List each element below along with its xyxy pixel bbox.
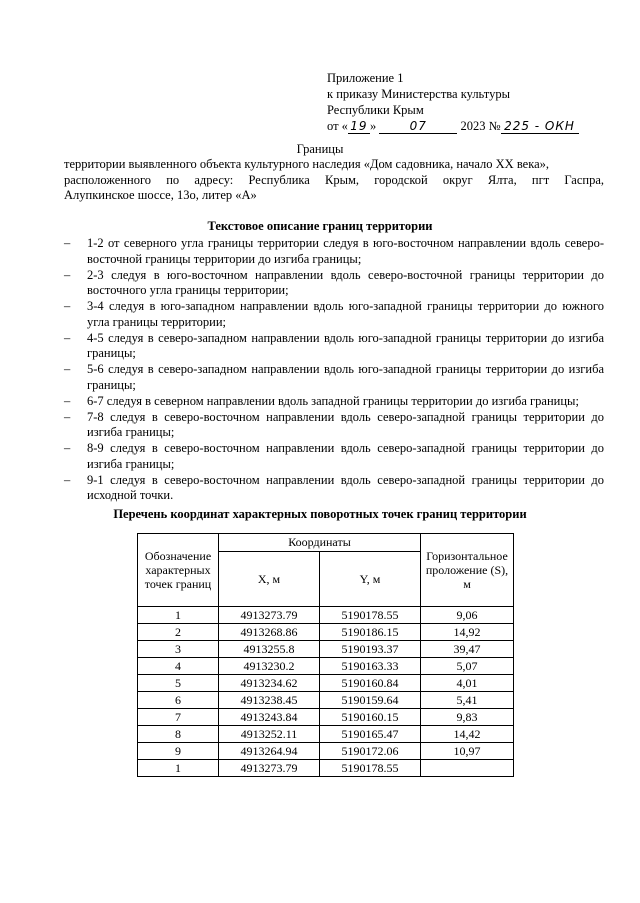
bullet-dash: – (64, 236, 71, 250)
list-item: – 3-4 следуя в юго-западном направлении вдоль юго-западной границы территории до южного угла границы территории; (64, 299, 604, 329)
header-point: Обозначение характерных точек границ (138, 534, 219, 607)
boundary-description-list (64, 236, 604, 504)
table-row: 2 4913268.86 5190186.15 14,92 (138, 624, 514, 641)
annex-order-line: к приказу Министерства культуры (327, 87, 510, 101)
header-y: Y, м (320, 552, 421, 607)
bullet-dash: – (64, 472, 71, 487)
date-prefix: от « (327, 119, 348, 133)
bullet-dash: – (64, 409, 71, 424)
table-row: 6 4913238.45 5190159.64 5,41 (138, 692, 514, 709)
list-item: – 9-1 следуя в северо-восточном направлении вдоль северо-западной границы территории до исходной точки. (64, 472, 604, 502)
bullet-dash: – (64, 299, 71, 313)
date-month: 07 (379, 120, 457, 134)
section-title: Текстовое описание границ территории (207, 219, 433, 233)
bullet-dash: – (64, 393, 71, 408)
bullet-dash: – (64, 362, 71, 376)
annex-date-line (327, 118, 579, 134)
list-item: – 5-6 следуя в северо-западном направлении вдоль юго-западной границы территории до изгиба границы; (64, 362, 604, 392)
header-x: X, м (219, 552, 320, 607)
annex-title: Приложение 1 (327, 71, 404, 85)
table-row: 3 4913255.8 5190193.37 39,47 (138, 641, 514, 658)
date-year: 2023 № (460, 119, 501, 133)
subject-paragraph (64, 157, 604, 204)
subject-line-2: расположенного по адресу: Республика Крым, городской округ Ялта, пгт Гаспра, (64, 172, 604, 187)
list-item: – 4-5 следуя в северо-западном направлении вдоль юго-западной границы территории до изгиба границы; (64, 330, 604, 360)
date-day: 19 (348, 120, 370, 134)
coordinates-table (137, 533, 514, 777)
annex-ministry-line: Республики Крым (327, 103, 424, 117)
header-distance: Горизонтальное проложение (S), м (421, 534, 514, 607)
bullet-dash: – (64, 330, 71, 345)
table-row: 5 4913234.62 5190160.84 4,01 (138, 675, 514, 692)
list-item: – 8-9 следуя в северо-восточном направлении вдоль северо-западной границы территории до изгиба границы; (64, 441, 604, 471)
bullet-dash: – (64, 441, 71, 455)
subject-line-1: территории выявленного объекта культурного наследия «Дом садовника, начало XX века», (64, 157, 550, 171)
annex-block (327, 70, 579, 134)
bullet-dash: – (64, 267, 71, 282)
list-item: – 1-2 от северного угла границы территории следуя в юго-восточном направлении вдоль северо-восточной границы территории до изгиба границы; (64, 236, 604, 266)
order-number: 225 - ОКН (501, 120, 579, 134)
subject-line-3: Алупкинское шоссе, 13о, литер «А» (64, 188, 257, 202)
list-item: – 7-8 следуя в северо-восточном направлении вдоль северо-западной границы территории до изгиба границы; (64, 409, 604, 439)
header-coordinates: Координаты (219, 534, 421, 552)
table-row: 1 4913273.79 5190178.55 (138, 760, 514, 777)
table-row: 7 4913243.84 5190160.15 9,83 (138, 709, 514, 726)
table-row: 8 4913252.11 5190165.47 14,42 (138, 726, 514, 743)
table-row: 1 4913273.79 5190178.55 9,06 (138, 607, 514, 624)
table-row: 9 4913264.94 5190172.06 10,97 (138, 743, 514, 760)
page-heading: Границы (296, 142, 344, 156)
table-row: 4 4913230.2 5190163.33 5,07 (138, 658, 514, 675)
date-mid: » (369, 119, 377, 133)
list-item: – 2-3 следуя в юго-восточном направлении вдоль северо-восточной границы территории до восточного угла границы территории; (64, 267, 604, 297)
table-title: Перечень координат характерных поворотных точек границ территории (113, 507, 527, 521)
list-item: – 6-7 следуя в северном направлении вдоль западной границы территории до изгиба границы; (64, 393, 579, 408)
